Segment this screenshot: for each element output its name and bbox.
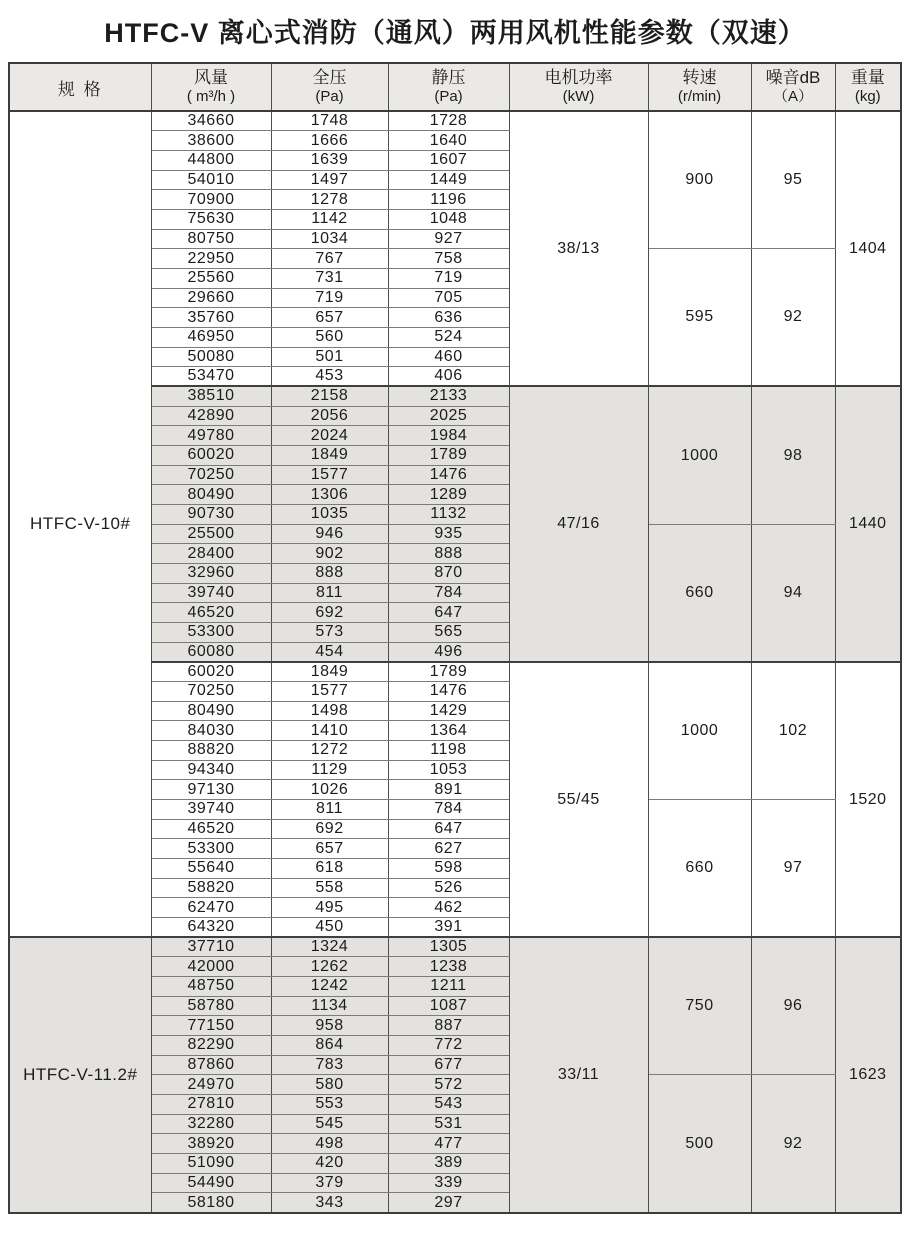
- total-pressure-cell: 692: [271, 819, 388, 839]
- noise-cell: 97: [751, 800, 835, 938]
- total-pressure-cell: 731: [271, 268, 388, 288]
- airflow-cell: 48750: [151, 977, 271, 997]
- total-pressure-cell: 767: [271, 249, 388, 269]
- airflow-cell: 32280: [151, 1114, 271, 1134]
- motor-power-cell: 38/13: [509, 111, 648, 386]
- header-label-total-pressure: 全压: [312, 68, 347, 87]
- static-pressure-cell: 891: [388, 780, 509, 800]
- static-pressure-cell: 1048: [388, 209, 509, 229]
- total-pressure-cell: 1498: [271, 701, 388, 721]
- weight-cell: 1623: [835, 937, 901, 1212]
- speed-cell: 500: [648, 1075, 751, 1213]
- noise-cell: 98: [751, 386, 835, 524]
- total-pressure-cell: 692: [271, 603, 388, 623]
- total-pressure-cell: 573: [271, 622, 388, 642]
- airflow-cell: 46520: [151, 603, 271, 623]
- airflow-cell: 62470: [151, 898, 271, 918]
- static-pressure-cell: 647: [388, 819, 509, 839]
- header-label-static-pressure: 静压: [431, 68, 466, 87]
- total-pressure-cell: 2024: [271, 426, 388, 446]
- airflow-cell: 60020: [151, 662, 271, 682]
- airflow-cell: 44800: [151, 150, 271, 170]
- static-pressure-cell: 406: [388, 367, 509, 387]
- noise-cell: 95: [751, 111, 835, 249]
- airflow-cell: 37710: [151, 937, 271, 957]
- static-pressure-cell: 526: [388, 878, 509, 898]
- header-label-speed: 转速: [682, 68, 717, 87]
- spec-table-body: [9, 111, 901, 1213]
- airflow-cell: 77150: [151, 1016, 271, 1036]
- airflow-cell: 90730: [151, 504, 271, 524]
- static-pressure-cell: 888: [388, 544, 509, 564]
- speed-cell: 900: [648, 111, 751, 249]
- static-pressure-cell: 887: [388, 1016, 509, 1036]
- total-pressure-cell: 560: [271, 327, 388, 347]
- total-pressure-cell: 888: [271, 563, 388, 583]
- airflow-cell: 38510: [151, 386, 271, 406]
- airflow-cell: 38920: [151, 1134, 271, 1154]
- total-pressure-cell: 657: [271, 839, 388, 859]
- airflow-cell: 87860: [151, 1055, 271, 1075]
- header-unit-airflow: ( m³/h ): [186, 88, 236, 105]
- total-pressure-cell: 343: [271, 1193, 388, 1213]
- airflow-cell: 80490: [151, 701, 271, 721]
- total-pressure-cell: 1748: [271, 111, 388, 131]
- static-pressure-cell: 927: [388, 229, 509, 249]
- static-pressure-cell: 1364: [388, 721, 509, 741]
- header-unit-total-pressure: (Pa): [315, 88, 344, 105]
- static-pressure-cell: 1429: [388, 701, 509, 721]
- static-pressure-cell: 598: [388, 859, 509, 879]
- airflow-cell: 24970: [151, 1075, 271, 1095]
- header-cell-static-pressure: [388, 63, 509, 111]
- static-pressure-cell: 1238: [388, 957, 509, 977]
- total-pressure-cell: 1410: [271, 721, 388, 741]
- total-pressure-cell: 864: [271, 1036, 388, 1056]
- airflow-cell: 53300: [151, 622, 271, 642]
- total-pressure-cell: 553: [271, 1095, 388, 1115]
- noise-cell: 92: [751, 249, 835, 387]
- static-pressure-cell: 1132: [388, 504, 509, 524]
- airflow-cell: 28400: [151, 544, 271, 564]
- airflow-cell: 60080: [151, 642, 271, 662]
- airflow-cell: 42890: [151, 406, 271, 426]
- noise-cell: 94: [751, 524, 835, 662]
- total-pressure-cell: 1278: [271, 190, 388, 210]
- header-cell-weight: [835, 63, 901, 111]
- static-pressure-cell: 1607: [388, 150, 509, 170]
- total-pressure-cell: 450: [271, 918, 388, 938]
- header-unit-static-pressure: (Pa): [434, 88, 463, 105]
- speed-cell: 660: [648, 800, 751, 938]
- total-pressure-cell: 783: [271, 1055, 388, 1075]
- total-pressure-cell: 958: [271, 1016, 388, 1036]
- table-header: [9, 63, 901, 111]
- total-pressure-cell: 811: [271, 583, 388, 603]
- total-pressure-cell: 1129: [271, 760, 388, 780]
- total-pressure-cell: 719: [271, 288, 388, 308]
- static-pressure-cell: 543: [388, 1095, 509, 1115]
- total-pressure-cell: 1639: [271, 150, 388, 170]
- static-pressure-cell: 460: [388, 347, 509, 367]
- airflow-cell: 88820: [151, 741, 271, 761]
- total-pressure-cell: 1849: [271, 662, 388, 682]
- static-pressure-cell: 719: [388, 268, 509, 288]
- airflow-cell: 58780: [151, 996, 271, 1016]
- airflow-cell: 38600: [151, 131, 271, 151]
- static-pressure-cell: 1728: [388, 111, 509, 131]
- speed-cell: 595: [648, 249, 751, 387]
- total-pressure-cell: 1134: [271, 996, 388, 1016]
- speed-cell: 1000: [648, 662, 751, 800]
- weight-cell: 1404: [835, 111, 901, 386]
- total-pressure-cell: 1026: [271, 780, 388, 800]
- static-pressure-cell: 496: [388, 642, 509, 662]
- static-pressure-cell: 758: [388, 249, 509, 269]
- airflow-cell: 84030: [151, 721, 271, 741]
- airflow-cell: 35760: [151, 308, 271, 328]
- static-pressure-cell: 636: [388, 308, 509, 328]
- total-pressure-cell: 495: [271, 898, 388, 918]
- airflow-cell: 42000: [151, 957, 271, 977]
- airflow-cell: 82290: [151, 1036, 271, 1056]
- airflow-cell: 49780: [151, 426, 271, 446]
- total-pressure-cell: 2056: [271, 406, 388, 426]
- total-pressure-cell: 1034: [271, 229, 388, 249]
- total-pressure-cell: 1272: [271, 741, 388, 761]
- airflow-cell: 50080: [151, 347, 271, 367]
- header-cell-motor-power: [509, 63, 648, 111]
- total-pressure-cell: 1262: [271, 957, 388, 977]
- total-pressure-cell: 946: [271, 524, 388, 544]
- static-pressure-cell: 2133: [388, 386, 509, 406]
- static-pressure-cell: 935: [388, 524, 509, 544]
- header-unit-noise: （A）: [772, 88, 813, 105]
- airflow-cell: 46520: [151, 819, 271, 839]
- airflow-cell: 75630: [151, 209, 271, 229]
- total-pressure-cell: 1577: [271, 465, 388, 485]
- static-pressure-cell: 1196: [388, 190, 509, 210]
- total-pressure-cell: 453: [271, 367, 388, 387]
- static-pressure-cell: 705: [388, 288, 509, 308]
- motor-power-cell: 33/11: [509, 937, 648, 1212]
- airflow-cell: 70250: [151, 465, 271, 485]
- static-pressure-cell: 772: [388, 1036, 509, 1056]
- header-cell-spec: [9, 63, 151, 111]
- airflow-cell: 53470: [151, 367, 271, 387]
- static-pressure-cell: 389: [388, 1154, 509, 1174]
- static-pressure-cell: 1789: [388, 662, 509, 682]
- total-pressure-cell: 1306: [271, 485, 388, 505]
- airflow-cell: 80750: [151, 229, 271, 249]
- static-pressure-cell: 531: [388, 1114, 509, 1134]
- airflow-cell: 32960: [151, 563, 271, 583]
- weight-cell: 1440: [835, 386, 901, 661]
- static-pressure-cell: 1305: [388, 937, 509, 957]
- static-pressure-cell: 1198: [388, 741, 509, 761]
- airflow-cell: 51090: [151, 1154, 271, 1174]
- static-pressure-cell: 647: [388, 603, 509, 623]
- static-pressure-cell: 1087: [388, 996, 509, 1016]
- header-label-weight: 重量: [850, 68, 885, 87]
- header-cell-noise: [751, 63, 835, 111]
- total-pressure-cell: 2158: [271, 386, 388, 406]
- header-unit-weight: (kg): [854, 88, 881, 105]
- airflow-cell: 60020: [151, 445, 271, 465]
- page-title: HTFC-V 离心式消防（通风）两用风机性能参数（双速）: [104, 18, 806, 48]
- static-pressure-cell: 1053: [388, 760, 509, 780]
- static-pressure-cell: 627: [388, 839, 509, 859]
- total-pressure-cell: 902: [271, 544, 388, 564]
- airflow-cell: 29660: [151, 288, 271, 308]
- header-row: [9, 63, 901, 111]
- total-pressure-cell: 580: [271, 1075, 388, 1095]
- static-pressure-cell: 462: [388, 898, 509, 918]
- airflow-cell: 64320: [151, 918, 271, 938]
- speed-cell: 750: [648, 937, 751, 1075]
- static-pressure-cell: 1211: [388, 977, 509, 997]
- weight-cell: 1520: [835, 662, 901, 937]
- total-pressure-cell: 1849: [271, 445, 388, 465]
- static-pressure-cell: 524: [388, 327, 509, 347]
- header-unit-speed: (r/min): [677, 88, 722, 105]
- speed-cell: 660: [648, 524, 751, 662]
- airflow-cell: 54490: [151, 1173, 271, 1193]
- airflow-cell: 39740: [151, 800, 271, 820]
- total-pressure-cell: 1142: [271, 209, 388, 229]
- total-pressure-cell: 1577: [271, 681, 388, 701]
- header-label-airflow: 风量: [194, 68, 228, 87]
- airflow-cell: 80490: [151, 485, 271, 505]
- static-pressure-cell: 870: [388, 563, 509, 583]
- total-pressure-cell: 545: [271, 1114, 388, 1134]
- static-pressure-cell: 677: [388, 1055, 509, 1075]
- total-pressure-cell: 1242: [271, 977, 388, 997]
- total-pressure-cell: 1666: [271, 131, 388, 151]
- static-pressure-cell: 1476: [388, 681, 509, 701]
- airflow-cell: 58820: [151, 878, 271, 898]
- total-pressure-cell: 379: [271, 1173, 388, 1193]
- total-pressure-cell: 501: [271, 347, 388, 367]
- airflow-cell: 25560: [151, 268, 271, 288]
- motor-power-cell: 55/45: [509, 662, 648, 937]
- total-pressure-cell: 811: [271, 800, 388, 820]
- airflow-cell: 70250: [151, 681, 271, 701]
- static-pressure-cell: 1789: [388, 445, 509, 465]
- header-cell-total-pressure: [271, 63, 388, 111]
- data-row: [9, 937, 901, 957]
- header-unit-motor-power: (kW): [562, 88, 595, 105]
- fan-spec-table: [8, 62, 902, 1214]
- total-pressure-cell: 558: [271, 878, 388, 898]
- motor-power-cell: 47/16: [509, 386, 648, 661]
- header-label-noise: 噪音dB: [765, 68, 821, 87]
- noise-cell: 102: [751, 662, 835, 800]
- header-cell-airflow: [151, 63, 271, 111]
- total-pressure-cell: 1324: [271, 937, 388, 957]
- static-pressure-cell: 1449: [388, 170, 509, 190]
- static-pressure-cell: 1640: [388, 131, 509, 151]
- static-pressure-cell: 339: [388, 1173, 509, 1193]
- data-row: [9, 111, 901, 131]
- airflow-cell: 97130: [151, 780, 271, 800]
- airflow-cell: 53300: [151, 839, 271, 859]
- total-pressure-cell: 498: [271, 1134, 388, 1154]
- airflow-cell: 58180: [151, 1193, 271, 1213]
- static-pressure-cell: 784: [388, 583, 509, 603]
- total-pressure-cell: 657: [271, 308, 388, 328]
- static-pressure-cell: 297: [388, 1193, 509, 1213]
- static-pressure-cell: 1984: [388, 426, 509, 446]
- airflow-cell: 55640: [151, 859, 271, 879]
- static-pressure-cell: 1476: [388, 465, 509, 485]
- static-pressure-cell: 1289: [388, 485, 509, 505]
- noise-cell: 96: [751, 937, 835, 1075]
- static-pressure-cell: 572: [388, 1075, 509, 1095]
- spec-model-cell: HTFC-V-11.2#: [9, 937, 151, 1212]
- spec-model-cell: HTFC-V-10#: [9, 111, 151, 937]
- airflow-cell: 25500: [151, 524, 271, 544]
- header-label-motor-power: 电机功率: [544, 68, 613, 87]
- static-pressure-cell: 391: [388, 918, 509, 938]
- total-pressure-cell: 454: [271, 642, 388, 662]
- static-pressure-cell: 477: [388, 1134, 509, 1154]
- airflow-cell: 22950: [151, 249, 271, 269]
- header-label-spec: 规 格: [57, 79, 103, 99]
- static-pressure-cell: 784: [388, 800, 509, 820]
- airflow-cell: 46950: [151, 327, 271, 347]
- noise-cell: 92: [751, 1075, 835, 1213]
- speed-cell: 1000: [648, 386, 751, 524]
- static-pressure-cell: 565: [388, 622, 509, 642]
- static-pressure-cell: 2025: [388, 406, 509, 426]
- airflow-cell: 70900: [151, 190, 271, 210]
- airflow-cell: 54010: [151, 170, 271, 190]
- total-pressure-cell: 1035: [271, 504, 388, 524]
- total-pressure-cell: 420: [271, 1154, 388, 1174]
- airflow-cell: 94340: [151, 760, 271, 780]
- airflow-cell: 27810: [151, 1095, 271, 1115]
- header-cell-speed: [648, 63, 751, 111]
- airflow-cell: 39740: [151, 583, 271, 603]
- total-pressure-cell: 1497: [271, 170, 388, 190]
- airflow-cell: 34660: [151, 111, 271, 131]
- total-pressure-cell: 618: [271, 859, 388, 879]
